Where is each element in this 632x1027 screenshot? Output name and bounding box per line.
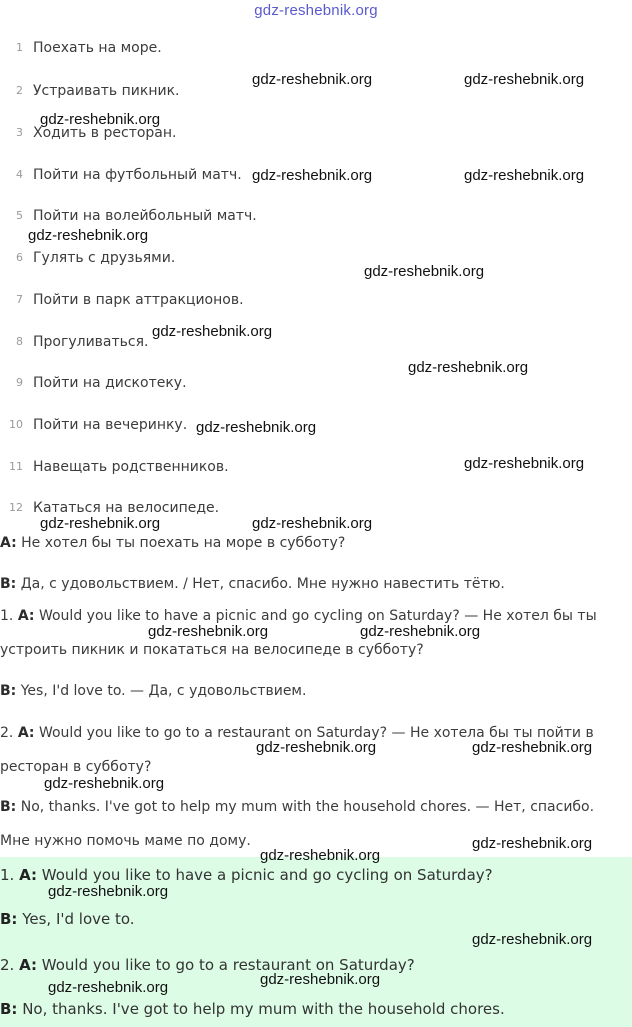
site-header-link[interactable]: gdz-reshebnik.org <box>254 2 378 19</box>
line-text: Yes, I'd love to. — Да, с удовольствием. <box>16 683 307 699</box>
line-text: Не хотел бы ты поехать на море в субботу? <box>16 535 346 551</box>
watermark: gdz-reshebnik.org <box>260 847 381 864</box>
watermark: gdz-reshebnik.org <box>464 167 585 184</box>
list-text: Прогуливаться. <box>33 334 149 350</box>
list-text: Кататься на велосипеде. <box>33 500 220 516</box>
list-number: 10 <box>9 418 23 431</box>
watermark: gdz-reshebnik.org <box>48 979 169 996</box>
watermark: gdz-reshebnik.org <box>256 739 377 756</box>
watermark: gdz-reshebnik.org <box>472 931 593 948</box>
speaker-label: B: <box>0 910 18 928</box>
watermark: gdz-reshebnik.org <box>152 323 273 340</box>
line-text: устроить пикник и покататься на велосипеде в субботу? <box>0 642 424 658</box>
line-text: No, thanks. I've got to help my mum with the household chores. <box>17 1000 505 1018</box>
line-text: Would you like to have a picnic and go cycling on Saturday? — Не хотел бы ты <box>34 608 597 624</box>
list-text: Гулять с друзьями. <box>33 250 176 266</box>
watermark: gdz-reshebnik.org <box>464 455 585 472</box>
line-text: No, thanks. I've got to help my mum with the household chores. — Нет, спасибо. <box>16 799 595 815</box>
list-number: 11 <box>9 460 23 473</box>
list-number: 3 <box>16 126 23 139</box>
list-number: 2 <box>16 84 23 97</box>
dialogue-number: 1. <box>0 608 14 624</box>
speaker-label: A: <box>17 608 35 624</box>
list-text: Пойти на футбольный матч. <box>33 167 242 183</box>
list-text: Устраивать пикник. <box>33 83 180 99</box>
watermark: gdz-reshebnik.org <box>28 227 149 244</box>
line-text: Would you like to go to a restaurant on Saturday? — Не хотела бы ты пойти в <box>34 725 594 741</box>
example-line-b <box>0 567 632 601</box>
list-number: 8 <box>16 335 23 348</box>
list-text: Ходить в ресторан. <box>33 125 177 141</box>
watermark: gdz-reshebnik.org <box>252 167 373 184</box>
watermark: gdz-reshebnik.org <box>252 71 373 88</box>
watermark: gdz-reshebnik.org <box>472 739 593 756</box>
line-text: Да, с удовольствием. / Нет, спасибо. Мне нужно навестить тётю. <box>16 576 505 592</box>
watermark: gdz-reshebnik.org <box>40 515 161 532</box>
watermark: gdz-reshebnik.org <box>260 971 381 988</box>
speaker-label: A: <box>19 956 37 974</box>
list-number: 5 <box>16 209 23 222</box>
speaker-label: A: <box>19 866 37 884</box>
list-text: Навещать родственников. <box>33 459 229 475</box>
speaker-label: B: <box>0 576 17 592</box>
speaker-label: A: <box>0 535 17 551</box>
list-number: 4 <box>16 168 23 181</box>
dialogue-1-line-b <box>0 674 632 708</box>
dialogue-1-line-a-cont <box>0 633 632 667</box>
line-text: Would you like to have a picnic and go cycling on Saturday? <box>36 866 493 884</box>
watermark: gdz-reshebnik.org <box>464 71 585 88</box>
list-number: 1 <box>16 41 23 54</box>
line-text: Yes, I'd love to. <box>17 910 135 928</box>
watermark: gdz-reshebnik.org <box>364 263 485 280</box>
watermark: gdz-reshebnik.org <box>472 835 593 852</box>
list-text: Пойти на дискотеку. <box>33 375 187 391</box>
line-text: Would you like to go to a restaurant on Saturday? <box>36 956 415 974</box>
watermark: gdz-reshebnik.org <box>408 359 529 376</box>
list-text: Пойти в парк аттракционов. <box>33 292 244 308</box>
list-text: Поехать на море. <box>33 40 162 56</box>
speaker-label: A: <box>17 725 35 741</box>
highlight-line-2b <box>0 998 505 1020</box>
line-text: ресторан в субботу? <box>0 759 152 775</box>
highlight-line-1b <box>0 908 135 930</box>
watermark: gdz-reshebnik.org <box>360 623 481 640</box>
watermark: gdz-reshebnik.org <box>148 623 269 640</box>
dialogue-number: 2. <box>0 725 14 741</box>
watermark: gdz-reshebnik.org <box>40 111 161 128</box>
list-number: 9 <box>16 376 23 389</box>
dialogue-number: 1. <box>0 866 15 884</box>
list-text: Пойти на вечеринку. <box>33 417 188 433</box>
watermark: gdz-reshebnik.org <box>196 419 317 436</box>
dialogue-number: 2. <box>0 956 15 974</box>
list-number: 7 <box>16 293 23 306</box>
speaker-label: B: <box>0 683 17 699</box>
speaker-label: B: <box>0 1000 18 1018</box>
watermark: gdz-reshebnik.org <box>48 883 169 900</box>
list-number: 6 <box>16 251 23 264</box>
list-number: 12 <box>9 501 23 514</box>
line-text: Мне нужно помочь маме по дому. <box>0 833 251 849</box>
dialogue-1-line-a <box>0 599 632 633</box>
dialogue-2-line-b <box>0 790 632 824</box>
watermark: gdz-reshebnik.org <box>44 775 165 792</box>
watermark: gdz-reshebnik.org <box>252 515 373 532</box>
list-text: Пойти на волейбольный матч. <box>33 208 257 224</box>
speaker-label: B: <box>0 799 17 815</box>
